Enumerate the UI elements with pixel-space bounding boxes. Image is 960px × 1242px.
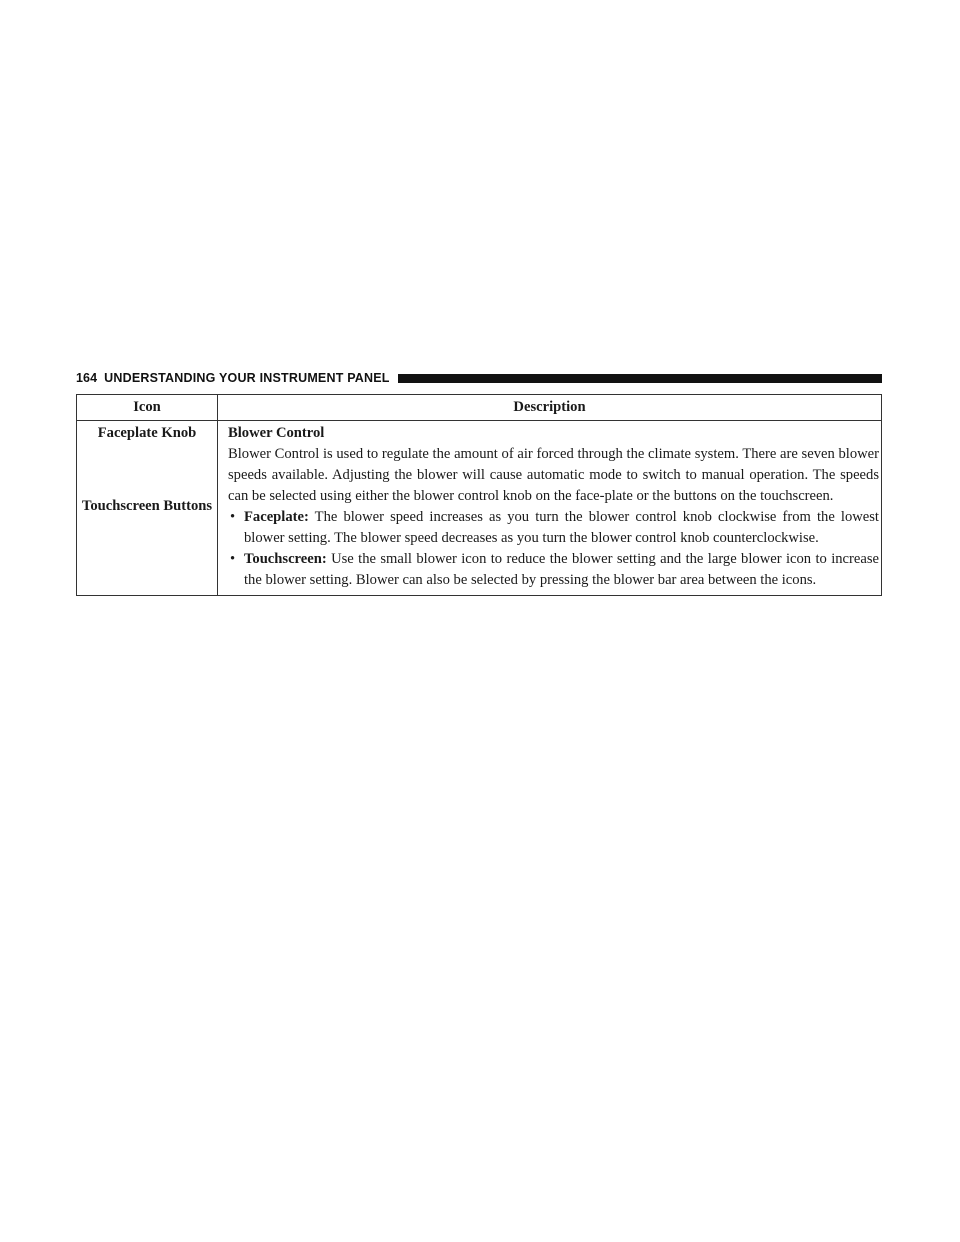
description-body: Blower Control is used to regulate the amount of air forced through the climate system. There are seven blower speeds available. Adjusting the blower will cause automatic mode to switch to manual operation. The speeds can be selected using either the blower control knob on the face-plate or the buttons on the touchscreen. — [228, 446, 879, 504]
bullet-text: The blower speed increases as you turn the blower control knob clockwise from the lowest blower setting. The blower speed decreases as you turn the blower control knob counterclockwise. — [244, 509, 879, 546]
description-title: Blower Control — [228, 425, 325, 441]
description-bullets — [228, 507, 879, 591]
bullet-dot-icon: • — [230, 509, 236, 525]
page-number: 164 — [76, 371, 98, 385]
section-title: UNDERSTANDING YOUR INSTRUMENT PANEL — [104, 371, 390, 385]
description-cell — [218, 421, 882, 596]
bullet-text: Use the small blower icon to reduce the blower setting and the large blower icon to increase the blower setting. Blower can also be selected by pressing the blower bar area between the icons. — [244, 551, 879, 588]
icon-label-faceplate-knob: Faceplate Knob — [97, 425, 197, 441]
page-header — [76, 370, 882, 386]
bullet-touchscreen — [228, 549, 879, 591]
blower-control-table — [76, 394, 882, 596]
bullet-lead: Faceplate: — [244, 509, 309, 525]
table-header-row — [77, 395, 882, 421]
icon-label-touchscreen-buttons: Touchscreen Buttons — [81, 498, 213, 514]
bullet-lead: Touchscreen: — [244, 551, 327, 567]
column-header-description: Description — [218, 395, 882, 421]
table-row — [77, 421, 882, 596]
icon-image-placeholder — [81, 444, 213, 496]
header-rule — [398, 374, 882, 383]
icon-cell — [77, 421, 218, 596]
column-header-icon: Icon — [77, 395, 218, 421]
bullet-faceplate — [228, 507, 879, 549]
bullet-dot-icon: • — [230, 551, 236, 567]
